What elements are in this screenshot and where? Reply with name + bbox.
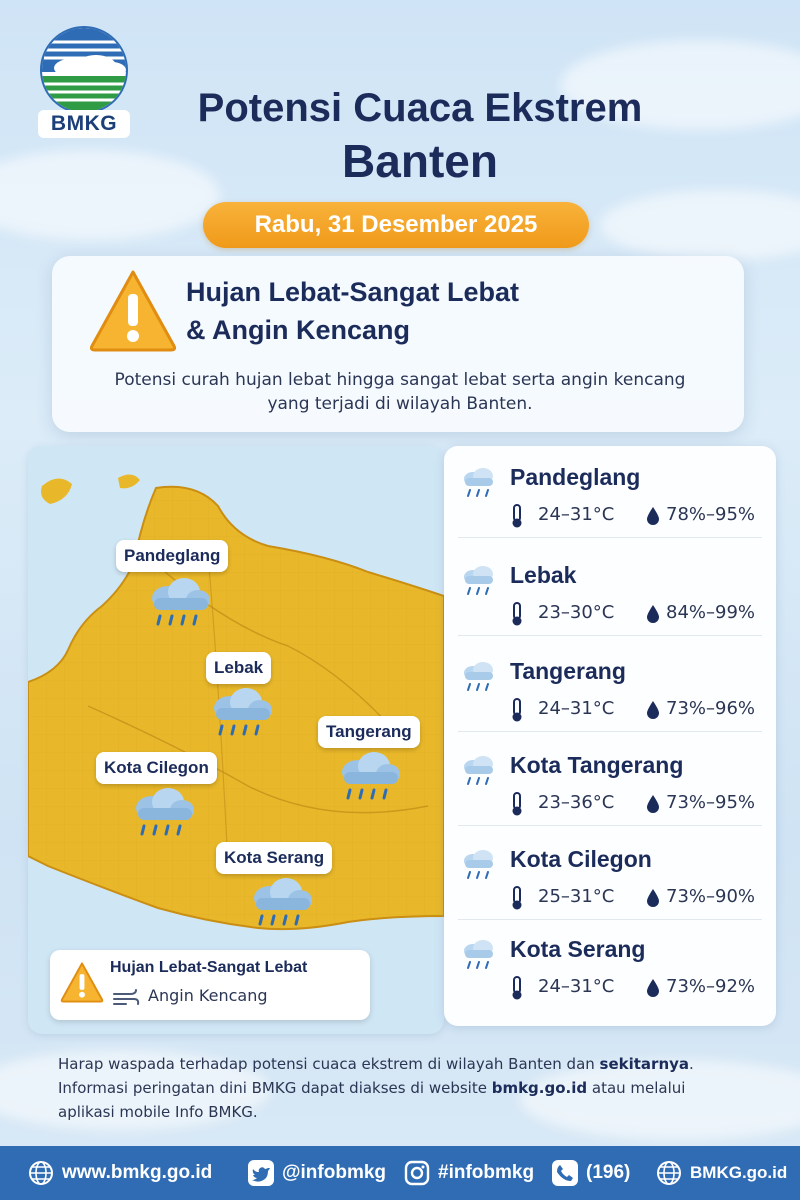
rain-cloud-icon (460, 564, 498, 598)
instagram-handle: #infobmkg (438, 1162, 535, 1183)
humidity-drop-icon (646, 604, 660, 624)
humidity-range: 73%–96% (666, 698, 756, 719)
temperature-range: 24–31°C (538, 698, 615, 719)
forecast-row (444, 640, 776, 732)
forecast-list (444, 446, 776, 1026)
forecast-row (444, 734, 776, 826)
website-link[interactable] (28, 1160, 212, 1186)
thermometer-icon (510, 792, 524, 816)
rain-cloud-icon (460, 848, 498, 882)
banten-map (28, 446, 444, 1034)
rain-cloud-icon (144, 576, 214, 632)
footer-text: . (689, 1055, 694, 1073)
rain-cloud-icon (246, 876, 316, 932)
alert-title: Hujan Lebat-Sangat Lebat (186, 277, 520, 307)
instagram-icon (404, 1160, 430, 1186)
thermometer-icon (510, 504, 524, 528)
map-label-lebak: Lebak (206, 652, 271, 684)
rain-cloud-icon (128, 786, 198, 842)
twitter-handle: @infobmkg (282, 1162, 387, 1183)
rain-cloud-icon (206, 686, 276, 742)
map-label-pandeglang: Pandeglang (116, 540, 228, 572)
warning-triangle-icon (60, 961, 104, 1003)
humidity-drop-icon (646, 794, 660, 814)
rain-cloud-icon (460, 660, 498, 694)
forecast-row (444, 446, 776, 538)
legend-rain-label: Hujan Lebat-Sangat Lebat (110, 959, 308, 976)
map-label-kota-cilegon: Kota Cilegon (96, 752, 217, 784)
background-cloud (600, 190, 800, 260)
bmkg-logo (34, 26, 134, 138)
humidity-drop-icon (646, 978, 660, 998)
page-title-region: Banten (342, 135, 498, 187)
footer-note-line1 (58, 1052, 758, 1076)
humidity-drop-icon (646, 506, 660, 526)
twitter-link[interactable] (248, 1160, 386, 1186)
temperature-range: 23–30°C (538, 602, 615, 623)
divider (458, 731, 762, 732)
thermometer-icon (510, 698, 524, 722)
humidity-range: 84%–99% (666, 602, 756, 623)
legend-wind-label: Angin Kencang (148, 986, 268, 1005)
divider (458, 537, 762, 538)
facebook-link[interactable] (656, 1160, 787, 1186)
footer-emphasis: sekitarnya (599, 1055, 690, 1073)
forecast-row (444, 828, 776, 920)
date-badge: Rabu, 31 Desember 2025 (203, 202, 589, 248)
region-name: Kota Cilegon (510, 846, 652, 872)
website-text: www.bmkg.go.id (62, 1162, 213, 1183)
alert-description: Potensi curah hujan lebat hingga sangat lebat serta angin kencang (114, 370, 686, 390)
globe-icon (656, 1160, 682, 1186)
logo-emblem (40, 26, 128, 114)
twitter-icon (248, 1160, 274, 1186)
instagram-link[interactable] (404, 1160, 534, 1186)
temperature-range: 25–31°C (538, 886, 615, 907)
humidity-drop-icon (646, 700, 660, 720)
footer-text: Informasi peringatan dini BMKG dapat diakses di website (58, 1079, 492, 1097)
divider (458, 825, 762, 826)
map-label-tangerang: Tangerang (318, 716, 420, 748)
forecast-row (444, 918, 776, 1010)
region-name: Pandeglang (510, 464, 641, 490)
phone-link[interactable] (552, 1160, 630, 1186)
logo-text: BMKG (38, 110, 130, 138)
rain-cloud-icon (334, 750, 404, 806)
wind-icon (112, 988, 140, 1008)
humidity-range: 73%–92% (666, 976, 756, 997)
footer-note-line3: aplikasi mobile Info BMKG. (58, 1103, 258, 1121)
alert-description-cont: yang terjadi di wilayah Banten. (267, 394, 533, 414)
forecast-row (444, 544, 776, 636)
temperature-range: 23–36°C (538, 792, 615, 813)
thermometer-icon (510, 886, 524, 910)
footer-text: Harap waspada terhadap potensi cuaca ekstrem di wilayah Banten dan (58, 1055, 600, 1073)
thermometer-icon (510, 602, 524, 626)
phone-icon (552, 1160, 578, 1186)
globe-icon (28, 1160, 54, 1186)
phone-number: (196) (586, 1162, 631, 1183)
rain-cloud-icon (460, 466, 498, 500)
divider (458, 635, 762, 636)
thermometer-icon (510, 976, 524, 1000)
temperature-range: 24–31°C (538, 976, 615, 997)
footer-website-link[interactable]: bmkg.go.id (491, 1079, 588, 1097)
region-name: Tangerang (510, 658, 626, 684)
humidity-range: 73%–90% (666, 886, 756, 907)
region-name: Lebak (510, 562, 577, 588)
rain-cloud-icon (460, 754, 498, 788)
footer-note-line2 (58, 1076, 758, 1100)
region-name: Kota Serang (510, 936, 646, 962)
rain-cloud-icon (460, 938, 498, 972)
humidity-drop-icon (646, 888, 660, 908)
temperature-range: 24–31°C (538, 504, 615, 525)
region-name: Kota Tangerang (510, 752, 684, 778)
alert-title-cont: & Angin Kencang (186, 315, 411, 345)
humidity-range: 78%–95% (666, 504, 756, 525)
warning-triangle-icon (88, 268, 178, 352)
map-label-kota-serang: Kota Serang (216, 842, 332, 874)
facebook-text: BMKG.go.id (690, 1163, 788, 1182)
humidity-range: 73%–95% (666, 792, 756, 813)
page-title: Potensi Cuaca Ekstrem (197, 86, 643, 130)
footer-text: atau melalui (587, 1079, 686, 1097)
